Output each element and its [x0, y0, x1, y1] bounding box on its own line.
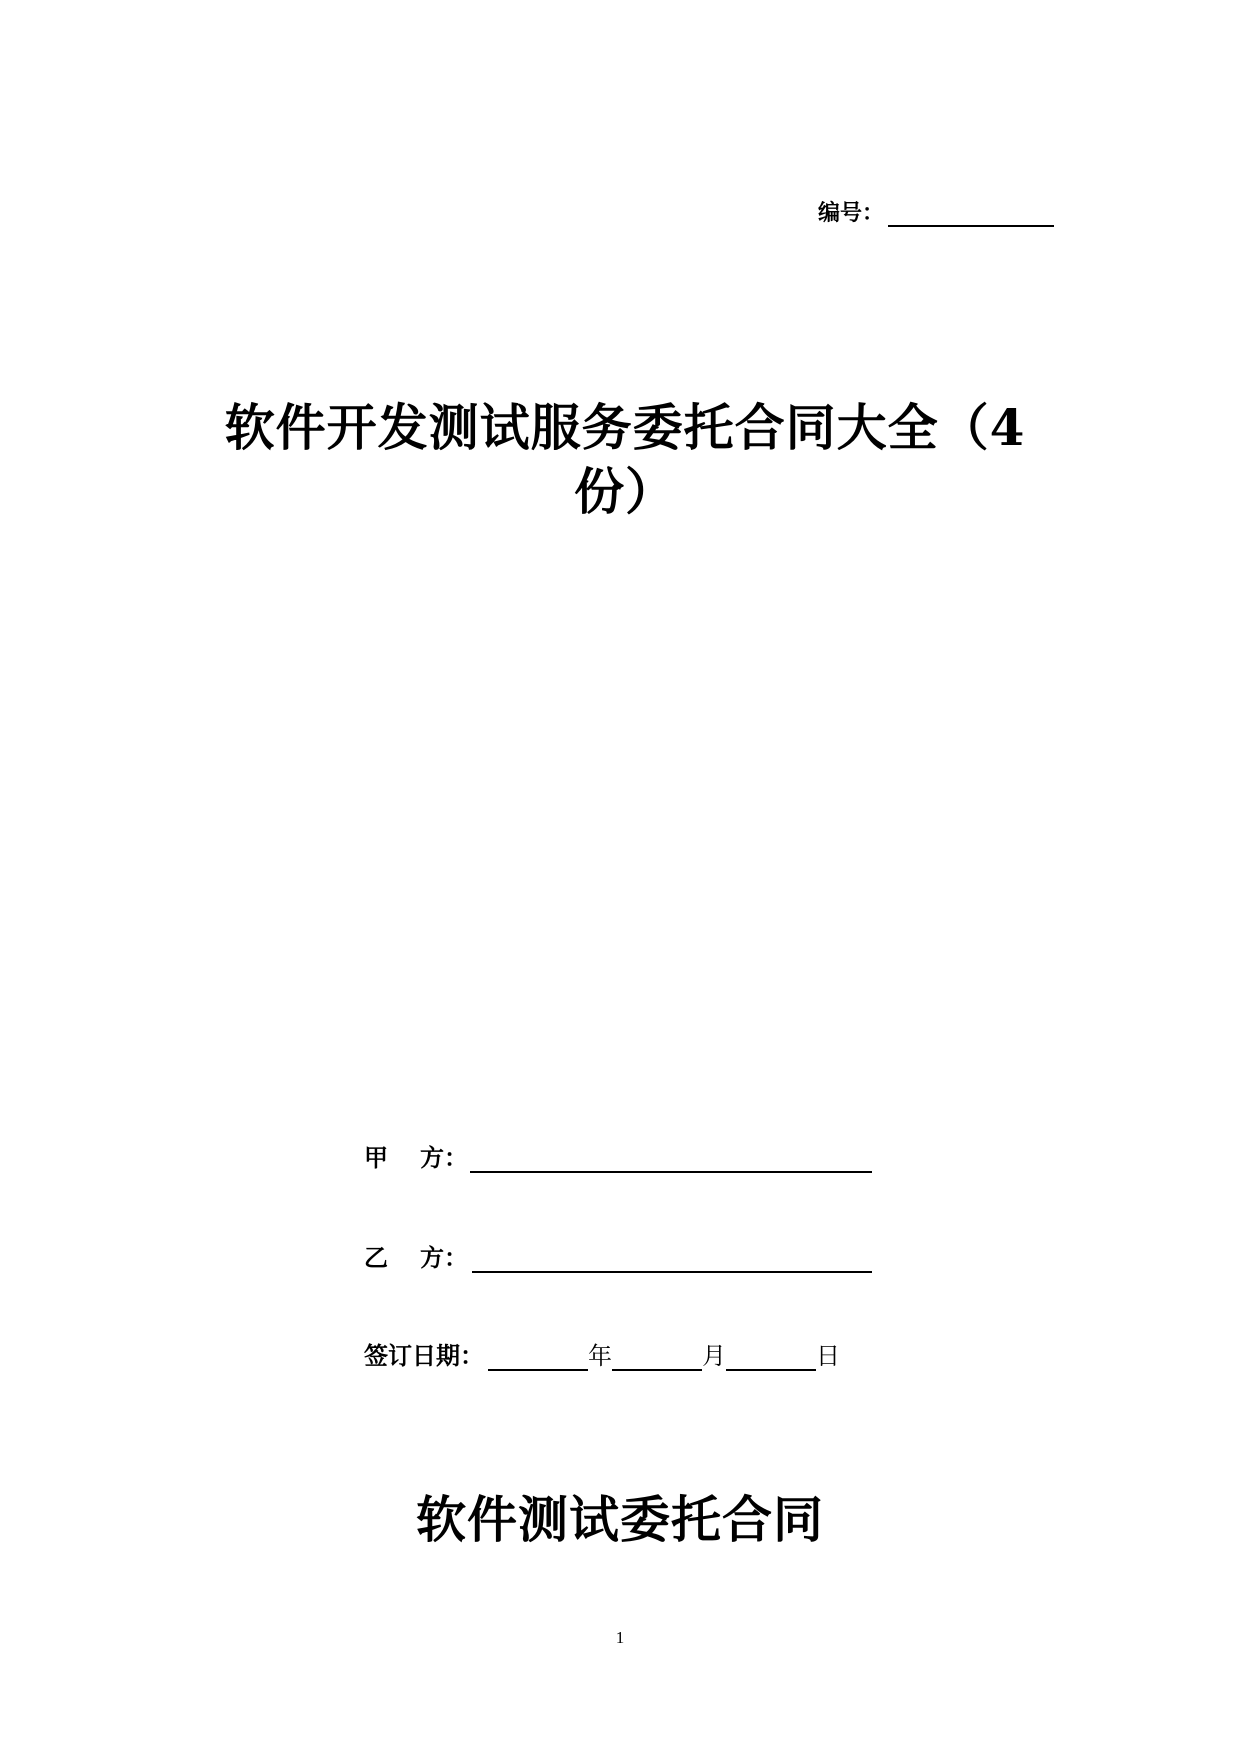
contract-number-blank[interactable]: [888, 203, 1054, 227]
party-b-label-char: 乙: [364, 1244, 388, 1272]
document-title: 软件开发测试服务委托合同大全（4份）: [224, 398, 1026, 521]
section-title: 软件测试委托合同: [416, 1490, 824, 1549]
party-b-blank[interactable]: [472, 1245, 872, 1273]
sign-date-month-blank[interactable]: [612, 1343, 702, 1371]
party-b-field: [364, 1238, 872, 1273]
party-a-label-char: 甲: [364, 1144, 388, 1172]
party-a-field: [364, 1138, 872, 1173]
party-a-blank[interactable]: [470, 1145, 872, 1173]
contract-number-label: 编号：: [818, 201, 885, 226]
year-unit: 年: [588, 1342, 612, 1370]
sign-date-year-blank[interactable]: [488, 1343, 588, 1371]
month-unit: 月: [702, 1342, 726, 1370]
sign-date-day-blank[interactable]: [726, 1343, 816, 1371]
sign-date-field: [364, 1336, 840, 1371]
party-b-label-suffix: 方：: [420, 1244, 468, 1272]
contract-number-field: [818, 196, 1054, 227]
sign-date-label: 签订日期：: [364, 1342, 484, 1370]
page-number: 1: [615, 1628, 625, 1647]
day-unit: 日: [816, 1342, 840, 1370]
party-a-label-suffix: 方：: [420, 1144, 468, 1172]
